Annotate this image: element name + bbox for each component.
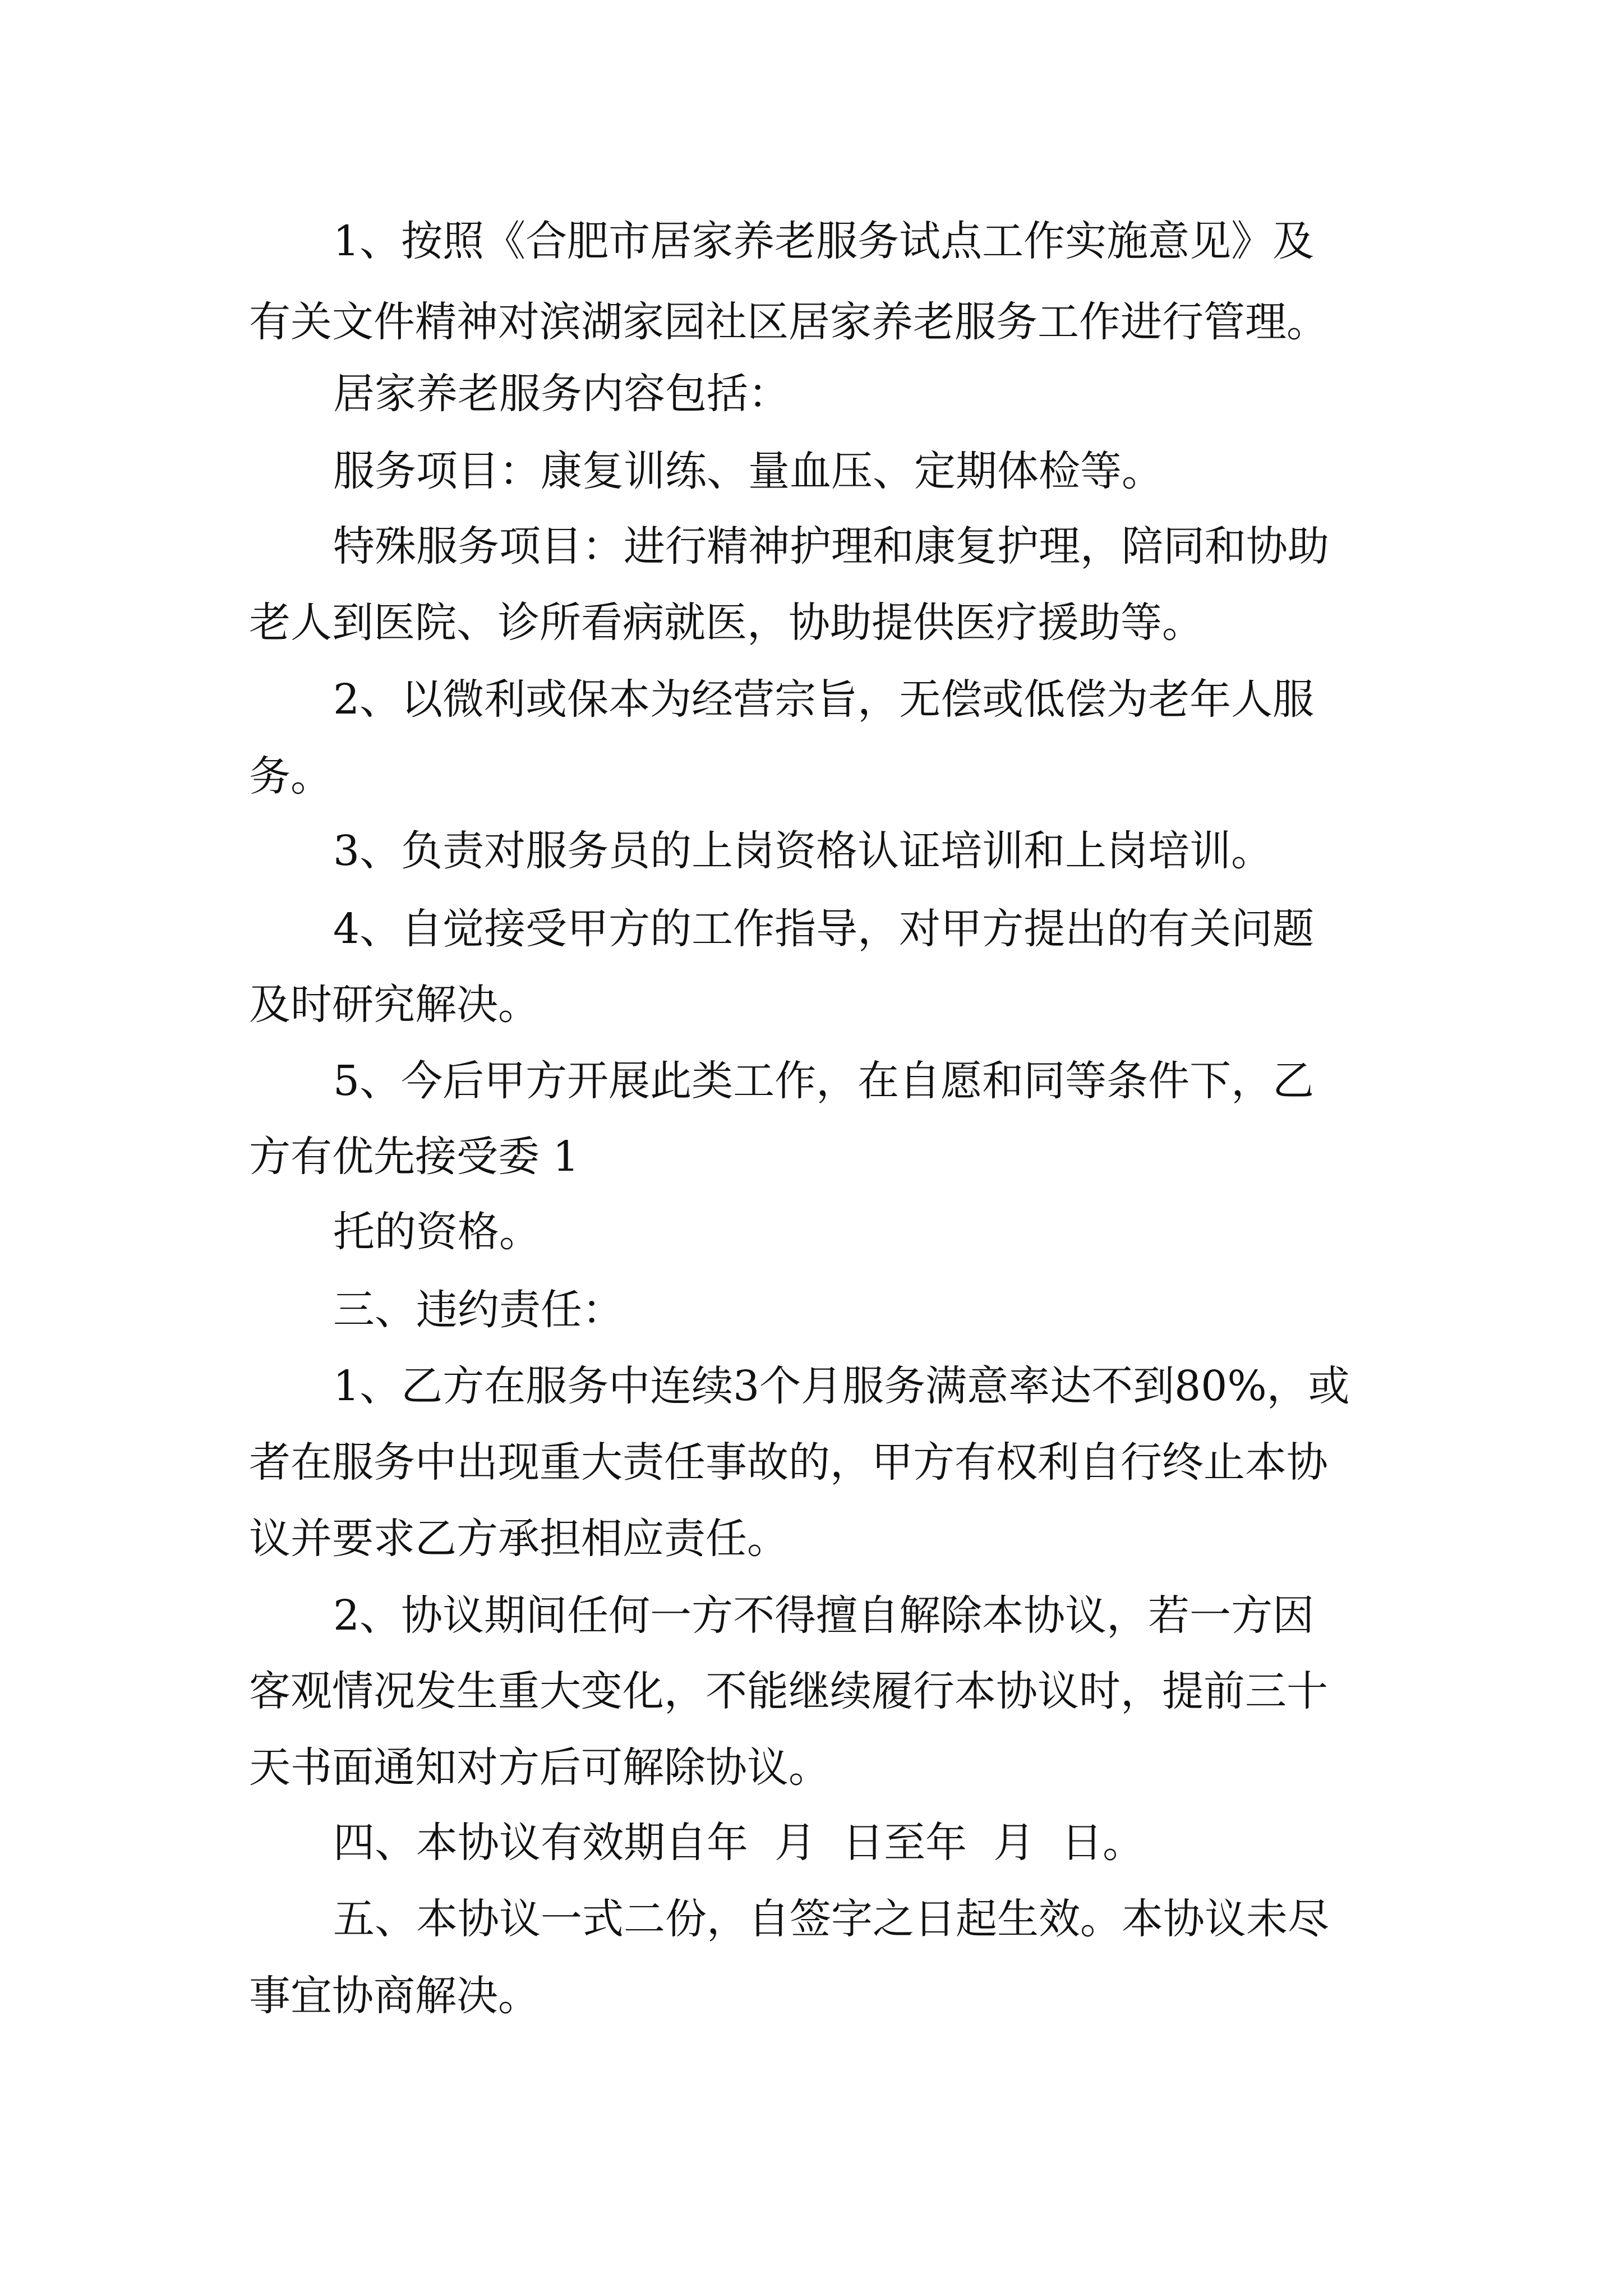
special-service-line-1: 特殊服务项目：进行精神护理和康复护理，陪同和协助 [333, 522, 1329, 570]
special-service-line-2: 老人到医院、诊所看病就医，协助提供医疗援助等。 [249, 599, 1204, 647]
breach-2-line-1: 2、协议期间任何一方不得擅自解除本协议，若一方因 [333, 1591, 1315, 1640]
clause-5-continuation: 托的资格。 [333, 1208, 541, 1256]
breach-1-line-1: 1、乙方在服务中连续3个月服务满意率达不到80%，或 [333, 1362, 1350, 1410]
breach-1-line-2: 者在服务中出现重大责任事故的，甲方有权利自行终止本协 [249, 1438, 1328, 1487]
clause-2-line-1: 2、以微利或保本为经营宗旨，无偿或低偿为老年人服 [333, 675, 1315, 724]
clause-3-line: 3、负责对服务员的上岗资格认证培训和上岗培训。 [333, 827, 1273, 875]
section-5-line-1: 五、本协议一式二份，自签字之日起生效。本协议未尽 [333, 1895, 1329, 1943]
clause-1-line-2: 有关文件精神对滨湖家园社区居家养老服务工作进行管理。 [249, 298, 1328, 346]
breach-1-line-3: 议并要求乙方承担相应责任。 [249, 1515, 789, 1563]
section-3-heading: 三、违约责任： [333, 1286, 624, 1334]
clause-5-line-1: 5、今后甲方开展此类工作，在自愿和同等条件下，乙 [333, 1057, 1315, 1105]
clause-4-line-2: 及时研究解决。 [249, 981, 540, 1029]
service-items-line: 服务项目：康复训练、量血压、定期体检等。 [333, 447, 1163, 495]
breach-2-line-3: 天书面通知对方后可解除协议。 [249, 1743, 830, 1792]
clause-2-line-2: 务。 [249, 752, 332, 800]
section-5-line-2: 事宜协商解决。 [249, 1972, 540, 2020]
service-content-heading: 居家养老服务内容包括： [333, 370, 790, 418]
clause-5-line-2: 方有优先接受委 1 [249, 1133, 579, 1181]
clause-1-line-1: 1、按照《合肥市居家养老服务试点工作实施意见》及 [333, 217, 1315, 265]
section-4-validity: 四、本协议有效期自年 月 日至年 月 日。 [333, 1819, 1145, 1867]
clause-4-line-1: 4、自觉接受甲方的工作指导，对甲方提出的有关问题 [333, 905, 1315, 953]
breach-2-line-2: 客观情况发生重大变化，不能继续履行本协议时，提前三十 [249, 1667, 1328, 1715]
